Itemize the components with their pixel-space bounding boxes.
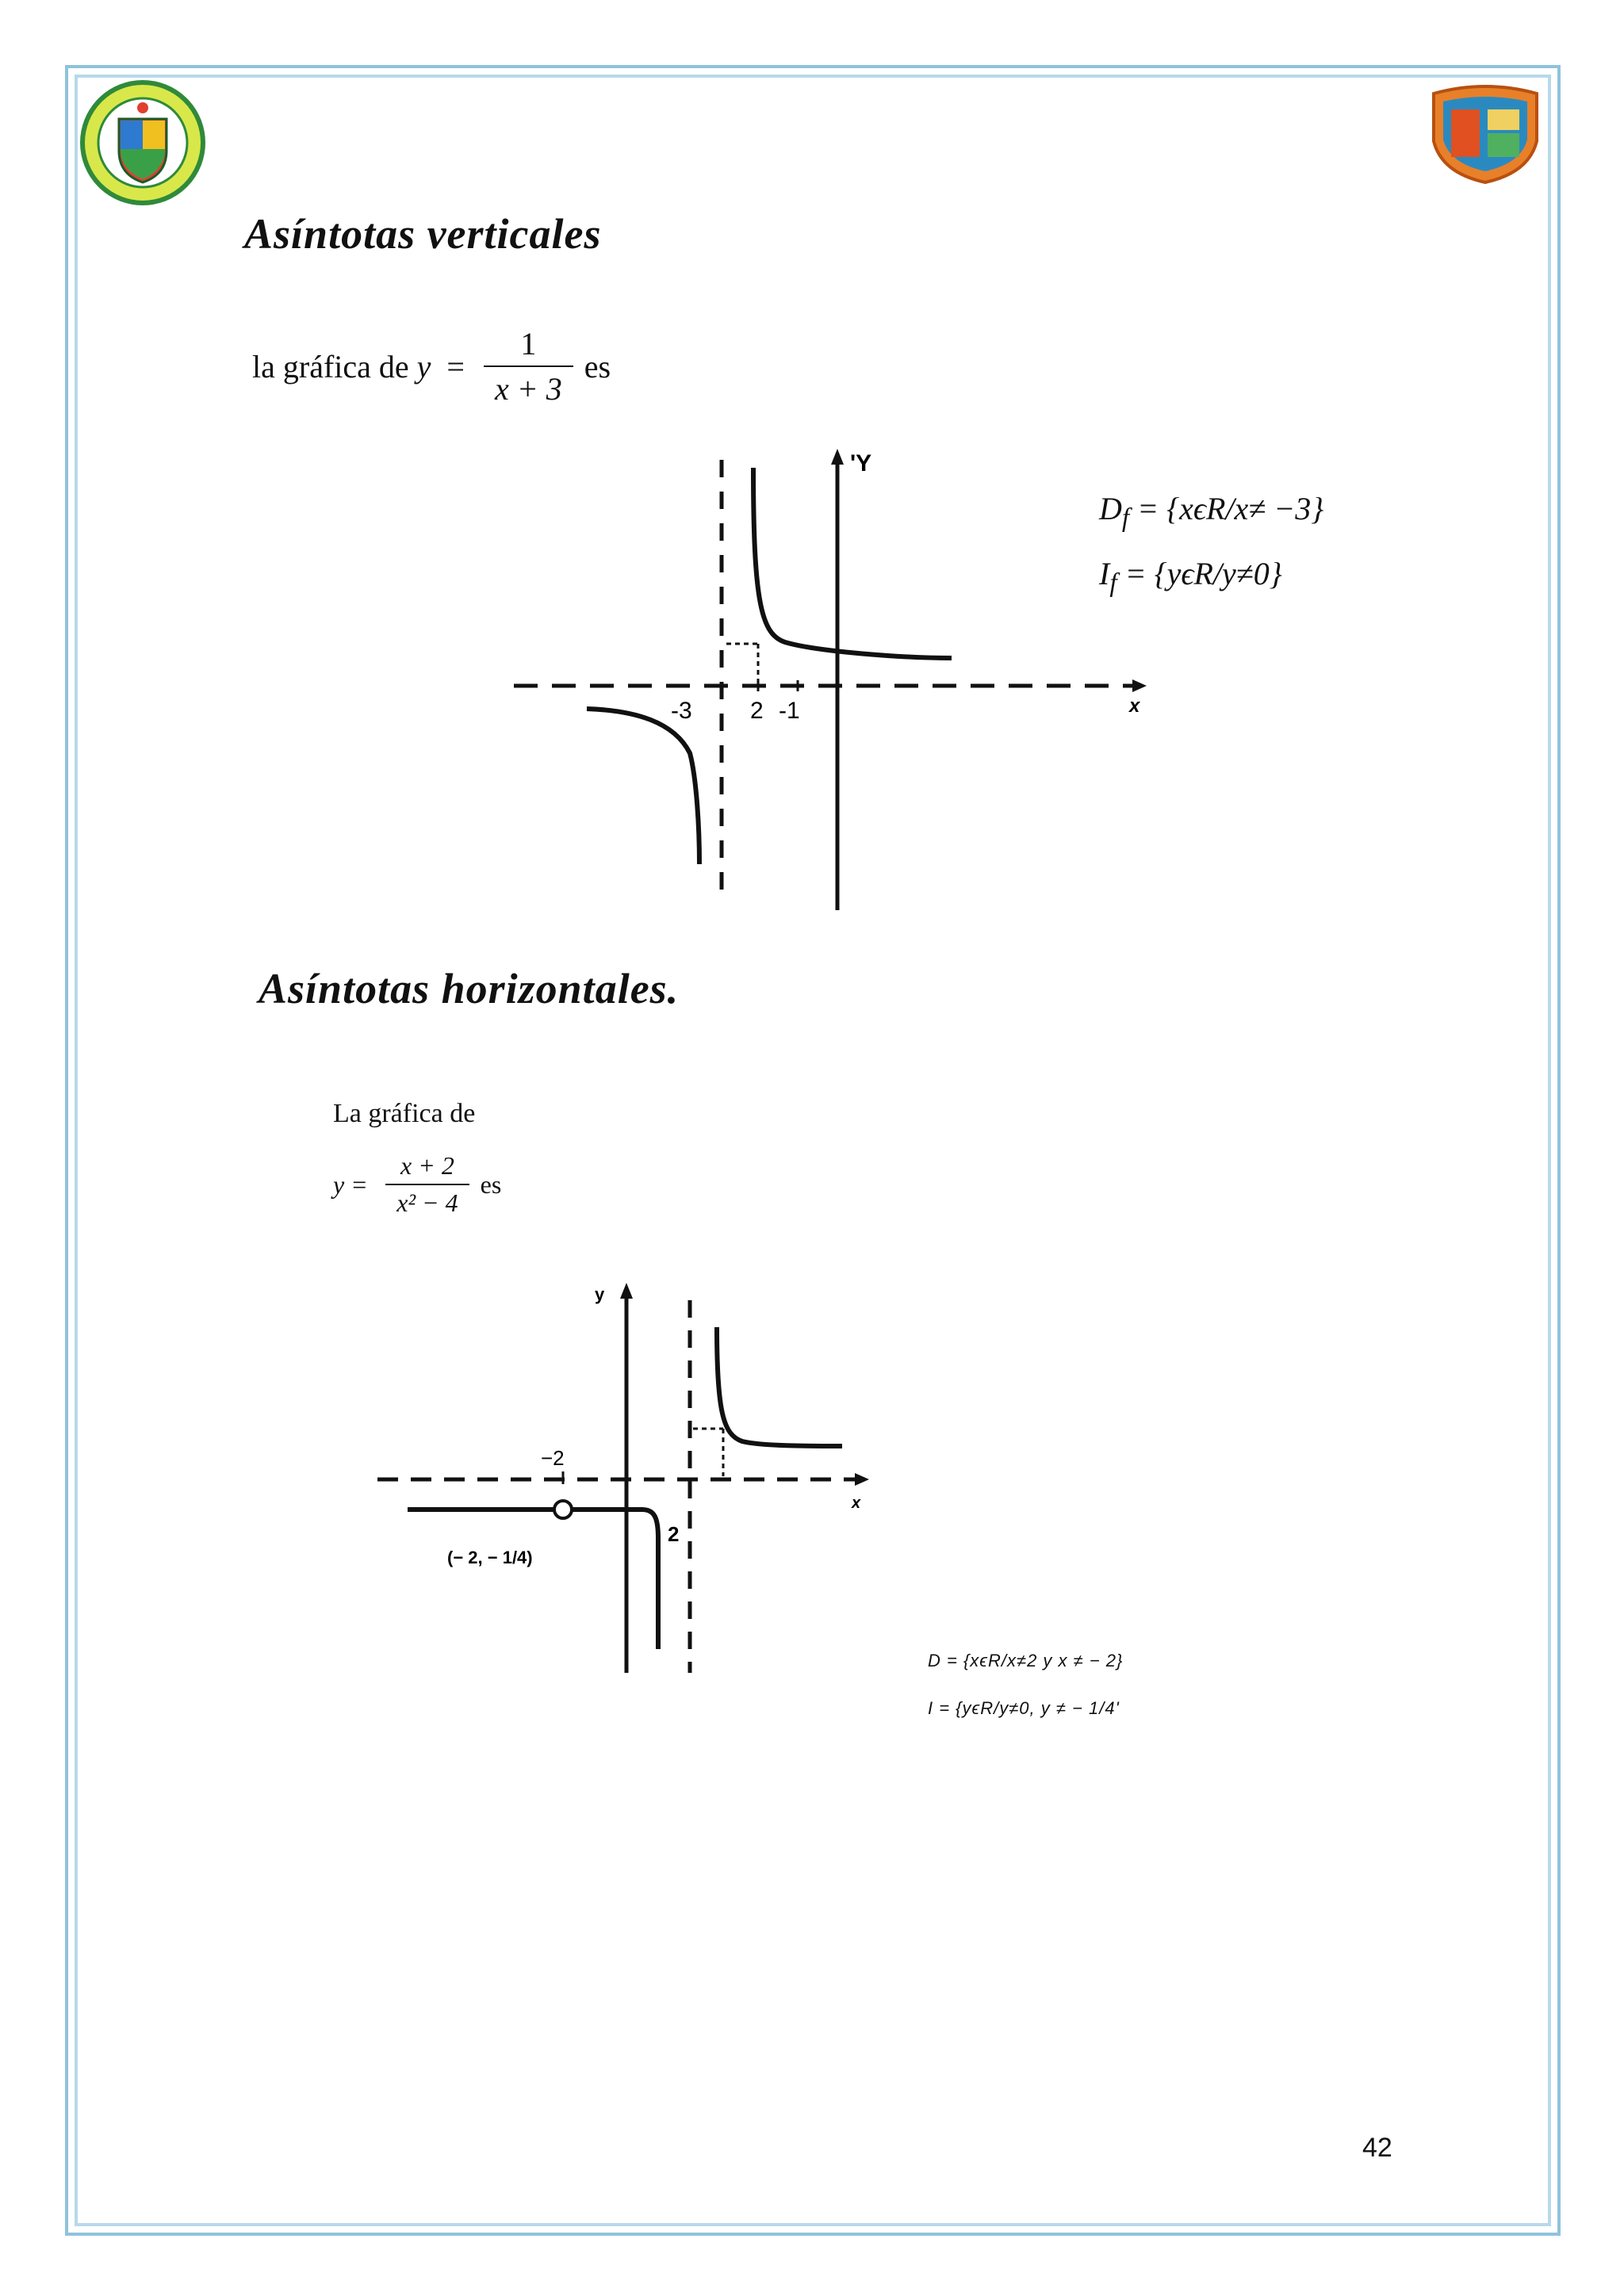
curve-left-branch-2: [573, 1510, 658, 1649]
image-set-2: I = {yϵR/y≠0, y ≠ − 1/4': [928, 1698, 1120, 1718]
tick-label-2b: 2: [668, 1522, 680, 1546]
equation-intro: la gráfica de: [252, 348, 409, 385]
tick-label-neg1: -1: [779, 698, 800, 724]
image-set: [1099, 555, 1282, 599]
image-symbol: I: [1099, 556, 1110, 591]
y-axis-arrow-icon-2: [620, 1283, 633, 1299]
curve-left-branch: [587, 709, 699, 864]
section-title-vertical-asymptotes: Asíntotas verticales: [244, 210, 602, 258]
page-number: 42: [1362, 2133, 1392, 2163]
x-axis-label: x: [1129, 695, 1140, 717]
domain-subscript: f: [1121, 503, 1130, 533]
curve-right-branch: [753, 468, 952, 658]
hole-point: [554, 1501, 572, 1518]
equation-equals-2: =: [352, 1169, 367, 1199]
equation-trail-2: es: [480, 1169, 502, 1199]
faculty-shield-icon: [1426, 82, 1545, 186]
tick-label-neg2: −2: [541, 1446, 565, 1470]
equation-y-variable-2: y: [333, 1169, 345, 1199]
section-title-horizontal-asymptotes: Asíntotas horizontales.: [259, 965, 680, 1012]
domain-set: [1099, 490, 1323, 534]
graph-vertical-asymptote: [492, 444, 1174, 920]
equation-line-1: [252, 325, 611, 408]
equation-trail: es: [584, 348, 611, 385]
image-subscript: f: [1109, 568, 1117, 598]
domain-set-2: D = {xϵR/x≠2 y x ≠ − 2}: [928, 1651, 1124, 1670]
equation-line-2: [333, 1151, 501, 1218]
domain-symbol: D: [1099, 491, 1122, 526]
fraction-numerator: 1: [520, 326, 537, 362]
x-axis-label-2: x: [852, 1494, 861, 1512]
y-axis-label-2: y: [595, 1284, 605, 1304]
fraction-numerator-2: x + 2: [400, 1151, 454, 1180]
fraction-denominator: x + 3: [484, 365, 573, 408]
fraction-denominator-2: x² − 4: [385, 1184, 469, 1218]
x-axis-arrow-icon: [1132, 679, 1147, 692]
equation-intro-2: La gráfica de: [333, 1099, 476, 1128]
domain-expression: = {xϵR/x≠ −3}: [1137, 491, 1324, 526]
y-axis-label: 'Y: [850, 450, 872, 476]
tick-label-neg3: -3: [671, 698, 692, 724]
fraction: [484, 325, 573, 408]
university-seal-icon: [79, 79, 206, 206]
equation-equals: =: [446, 348, 465, 385]
y-axis-arrow-icon: [831, 449, 844, 465]
x-axis-arrow-icon-2: [855, 1473, 869, 1486]
tick-label-2: 2: [750, 698, 764, 724]
equation-y-variable: y: [416, 348, 431, 385]
image-expression: = {yϵR/y≠0}: [1124, 556, 1282, 591]
fraction-2: [385, 1151, 469, 1218]
graph-horizontal-asymptote: [365, 1276, 904, 1689]
curve-right-branch-2: [717, 1327, 842, 1446]
hole-point-label: (− 2, − 1/4): [447, 1548, 533, 1567]
